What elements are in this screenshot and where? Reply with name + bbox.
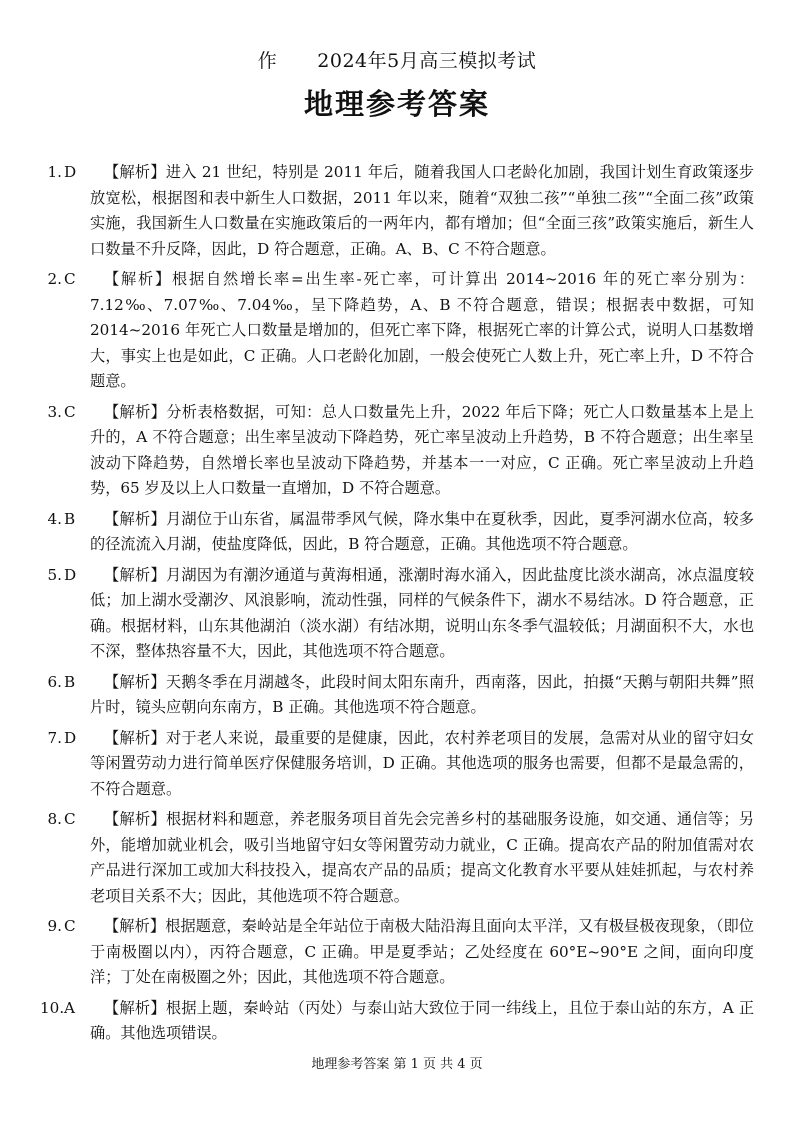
analysis-text: 根据材料和题意，养老服务项目首先会完善乡村的基础服务设施，如交通、通信等；另外，能增加就业机会，吸引当地留守妇女等闲置劳动力就业，C 正确。提高农产品的附加值需对农产品进行深加工或加大科技投入，提高农产品的品质；提高文化教育水平要从娃娃抓起，与农村养老项目关系不大；因此，其他选项不符合题意。: [90, 810, 755, 905]
analysis-tag: 【解析】: [104, 810, 166, 828]
exam-header: [0, 46, 794, 73]
page-footer: 地理参考答案 第 1 页 共 4 页: [311, 1057, 483, 1072]
answer-item-4: [40, 507, 754, 558]
document-title: 地理参考答案: [303, 87, 490, 121]
answer-item-5: [40, 563, 754, 665]
answer-item-6: [40, 670, 754, 721]
analysis-text: 月湖因为有潮汐通道与黄海相通，涨潮时海水涌入，因此盐度比淡水湖高，冰点温度较低；加上湖水受潮汐、风浪影响，流动性强，同样的气候条件下，湖水不易结冰。D 符合题意，正确。根据材料，山东其他湖泊（淡水湖）有结冰期，说明山东冬季气温较低；月湖面积不大，水也不深，整体热容量不大，因此，其他选项不符合题意。: [90, 565, 755, 660]
analysis-tag: 【解析】: [104, 402, 167, 421]
analysis-tag: 【解析】: [104, 917, 166, 935]
analysis-text: 分析表格数据，可知：总人口数量先上升，2022 年后下降；死亡人口数量基本上是上升的，A 不符合题意；出生率呈波动下降趋势，死亡率呈波动上升趋势，B 不符合题意；出生率呈波动下降趋势，自然增长率也呈波动下降趋势，并基本一一对应，C 正确。死亡率呈波动上升趋势，65 岁及以上人口数量一直增加，D 不符合题意。: [90, 402, 755, 497]
question-number: 10.: [40, 998, 65, 1017]
question-number: 8.: [47, 810, 62, 828]
analysis-tag: 【解析】: [104, 998, 166, 1017]
analysis-tag: 【解析】: [104, 163, 166, 181]
analysis-tag: 【解析】: [104, 672, 166, 691]
answer-item-2: [40, 267, 754, 395]
question-number: 3.: [47, 402, 62, 421]
answer-choice: C: [64, 917, 76, 935]
analysis-tag: 【解析】: [104, 565, 166, 584]
answer-choice: C: [64, 402, 76, 421]
question-number: 2.: [47, 270, 62, 288]
answer-choice: D: [64, 728, 77, 747]
analysis-text: 根据题意，秦岭站是全年站位于南极大陆沿海且面向太平洋，又有极昼极夜现象，（即位于南极圈以内），丙符合题意，C 正确。甲是夏季站；乙处经度在 60°E~90°E 之间，面向印度洋；丁处在南极圈之外；因此，其他选项不符合题意。: [90, 917, 754, 986]
answer-item-1: [40, 160, 754, 262]
answer-list: [40, 160, 754, 1052]
answer-item-7: [40, 726, 754, 803]
question-number: 1.: [47, 163, 62, 181]
answer-choice: B: [64, 509, 76, 528]
answer-choice: A: [64, 998, 75, 1017]
analysis-text: 进入 21 世纪，特别是 2011 年后，随着我国人口老龄化加剧，我国计划生育政策逐步放宽松，根据图和表中新生人口数据，2011 年以来，随着“双独二孩”“单独二孩”“全面二孩”政策实施，我国新生人口数量在实施政策后的一两年内，都有增加；但“全面三孩”政策实施后，新生人口数量不升反降，因此，D 符合题意，正确。A、B、C 不符合题意。: [90, 163, 754, 258]
answer-item-8: [40, 807, 754, 909]
answer-choice: C: [64, 270, 76, 288]
answer-item-9: [40, 914, 754, 991]
analysis-text: 根据上题，秦岭站（丙处）与泰山站大致位于同一纬线上，且位于泰山站的东方，A 正确。其他选项错误。: [90, 998, 755, 1042]
answer-choice: D: [64, 565, 77, 584]
analysis-tag: 【解析】: [104, 728, 166, 747]
school-name: 作: [257, 50, 278, 72]
analysis-text: 月湖位于山东省，属温带季风气候，降水集中在夏秋季，因此，夏季河湖水位高，较多的径流流入月湖，使盐度降低，因此，B 符合题意，正确。其他选项不符合题意。: [90, 509, 755, 553]
answer-choice: D: [64, 163, 77, 181]
answer-item-10: [40, 996, 754, 1047]
question-number: 5.: [47, 565, 62, 584]
analysis-text: 天鹅冬季在月湖越冬，此段时间太阳东南升，西南落，因此，拍摄“天鹅与朝阳共舞”照片时，镜头应朝向东南方，B 正确。其他选项不符合题意。: [90, 672, 755, 716]
question-number: 6.: [47, 672, 62, 691]
analysis-tag: 【解析】: [104, 270, 173, 288]
question-number: 4.: [47, 509, 62, 528]
analysis-tag: 【解析】: [104, 509, 166, 528]
analysis-text: 根据自然增长率=出生率-死亡率，可计算出 2014~2016 年的死亡率分别为：7.12‰、7.07‰、7.04‰，呈下降趋势，A、B 不符合题意，错误；根据表中数据，可知 2014~2016 年死亡人口数量是增加的，但死亡率下降，根据死亡率的计算公式，说明人口基数增大，事实上也是如此，C 正确。人口老龄化加剧，一般会使死亡人数上升，死亡率上升，D 不符合题意。: [90, 270, 755, 390]
exam-title: 2024年5月高三模拟考试: [317, 50, 537, 72]
question-number: 9.: [47, 917, 62, 935]
question-number: 7.: [47, 728, 62, 747]
answer-item-3: [40, 400, 754, 502]
analysis-text: 对于老人来说，最重要的是健康，因此，农村养老项目的发展，急需对从业的留守妇女等闲置劳动力进行简单医疗保健服务培训，D 正确。其他选项的服务也需要，但都不是最急需的，不符合题意。: [90, 728, 755, 798]
answer-choice: B: [64, 672, 76, 691]
answer-choice: C: [64, 810, 76, 828]
